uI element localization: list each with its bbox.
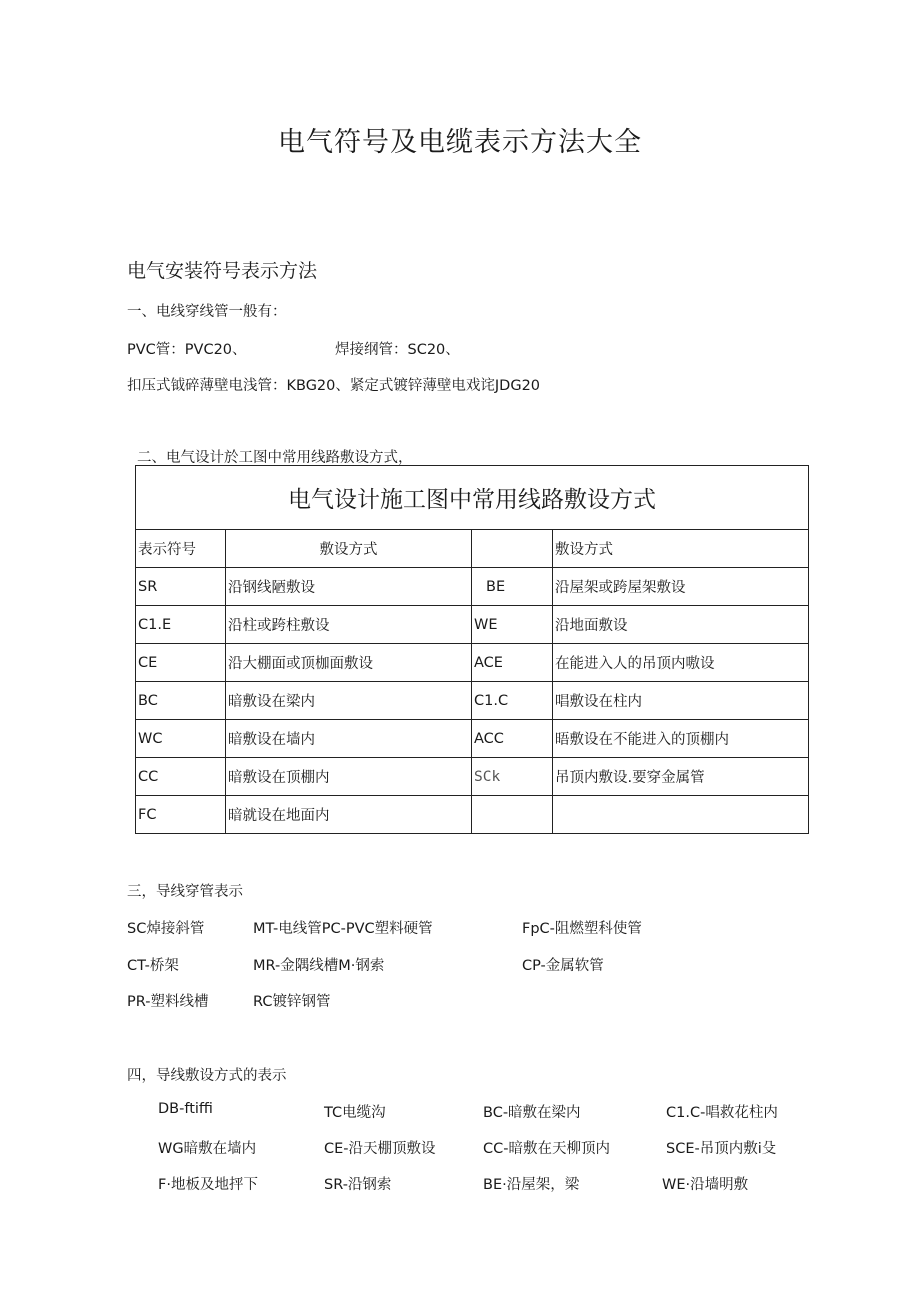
symbol-cell: SCk — [472, 758, 553, 796]
header-cell: 敷设方式 — [226, 530, 472, 568]
symbol-cell: FC — [136, 796, 226, 834]
symbol-cell: CC — [136, 758, 226, 796]
method-cell: 暗就设在地面内 — [226, 796, 472, 834]
table-row — [136, 720, 809, 758]
table-row — [136, 568, 809, 606]
part1-heading: 一、电线穿线管一般有： — [127, 304, 287, 320]
list-item: WE·沿墙明敷 — [662, 1177, 749, 1193]
list-item: CT-桥架 — [127, 958, 179, 974]
method-cell: 沿柱或跨柱敷设 — [226, 606, 472, 644]
symbol-cell: WC — [136, 720, 226, 758]
method-cell: 沿屋架或跨屋架敷设 — [553, 568, 809, 606]
table-row — [136, 796, 809, 834]
method-cell: 在能进入人的吊顶内嗷设 — [553, 644, 809, 682]
part3-heading: 三，导线穿管表示 — [127, 884, 243, 900]
table-row — [136, 682, 809, 720]
symbol-cell: SR — [136, 568, 226, 606]
laying-method-table — [135, 465, 809, 834]
list-item: SR-沿钢索 — [324, 1177, 392, 1193]
list-item: TC电缆沟 — [324, 1105, 386, 1121]
list-item: SCE-吊顶内敷i殳 — [666, 1141, 777, 1157]
symbol-cell — [472, 796, 553, 834]
list-item: DB-ftiffi — [158, 1101, 213, 1117]
table-row — [136, 758, 809, 796]
symbol-cell: BE — [472, 568, 553, 606]
list-item: MT-电线管PC-PVC塑料硬管 — [253, 921, 433, 937]
table-header-row — [136, 530, 809, 568]
symbol-cell: CE — [136, 644, 226, 682]
part4-heading: 四，导线敷设方式的表示 — [127, 1068, 287, 1084]
method-cell: 沿钢线陋敷设 — [226, 568, 472, 606]
list-item: PR-塑料线槽 — [127, 994, 209, 1010]
part2-heading: 二、电气设计於工图中常用线路敷设方式， — [137, 450, 413, 466]
list-item: C1.C-唱救花柱内 — [666, 1105, 778, 1121]
conduit-sc-text: 焊接纲管：SC20、 — [335, 342, 460, 358]
document-title: 电气符号及电缆表示方法大全 — [278, 127, 642, 158]
method-cell: 沿地面敷设 — [553, 606, 809, 644]
conduit-kbg-jdg-text: 扣压式钺碎薄壁电浅管：KBG20、紧定式镀锌薄壁电戏诧JDG20 — [127, 378, 541, 394]
list-item: F·地板及地抨下 — [158, 1177, 258, 1193]
symbol-cell: ACC — [472, 720, 553, 758]
header-cell: 表示符号 — [136, 530, 226, 568]
list-item: SC焯接斜管 — [127, 921, 205, 937]
header-cell: 敷设方式 — [553, 530, 809, 568]
list-item: BE·沿屋架，梁 — [483, 1177, 580, 1193]
method-cell: 唱敷设在柱内 — [553, 682, 809, 720]
symbol-cell: BC — [136, 682, 226, 720]
header-cell — [472, 530, 553, 568]
list-item: CP-金属软管 — [522, 958, 604, 974]
list-item: WG暗敷在墙内 — [158, 1141, 257, 1157]
section-heading: 电气安装符号表示方法 — [127, 260, 318, 282]
method-cell: 晤敷设在不能进入的顶棚内 — [553, 720, 809, 758]
symbol-cell: C1.C — [472, 682, 553, 720]
table-row — [136, 606, 809, 644]
conduit-pvc-text: PVC管：PVC20、 — [127, 342, 247, 358]
method-cell: 沿大棚面或顶枷面敷设 — [226, 644, 472, 682]
list-item: FpC-阻燃塑科使管 — [522, 921, 642, 937]
method-cell: 暗敷设在梁内 — [226, 682, 472, 720]
list-item: RC镀锌钢管 — [253, 994, 331, 1010]
symbol-cell: WE — [472, 606, 553, 644]
method-cell: 吊顶内敷设.要穿金属管 — [553, 758, 809, 796]
method-cell — [553, 796, 809, 834]
table-caption-row — [136, 466, 809, 530]
list-item: CE-沿天棚顶敷设 — [324, 1141, 436, 1157]
list-item: MR-金隅线槽M·钢索 — [253, 958, 385, 974]
symbol-cell: ACE — [472, 644, 553, 682]
symbol-cell: C1.E — [136, 606, 226, 644]
method-cell: 暗敷设在墙内 — [226, 720, 472, 758]
method-cell: 暗敷设在顶棚内 — [226, 758, 472, 796]
list-item: CC-暗敷在天柳顶内 — [483, 1141, 610, 1157]
table-row — [136, 644, 809, 682]
list-item: BC-暗敷在梁内 — [483, 1105, 581, 1121]
table-caption: 电气设计施工图中常用线路敷设方式 — [136, 466, 809, 530]
